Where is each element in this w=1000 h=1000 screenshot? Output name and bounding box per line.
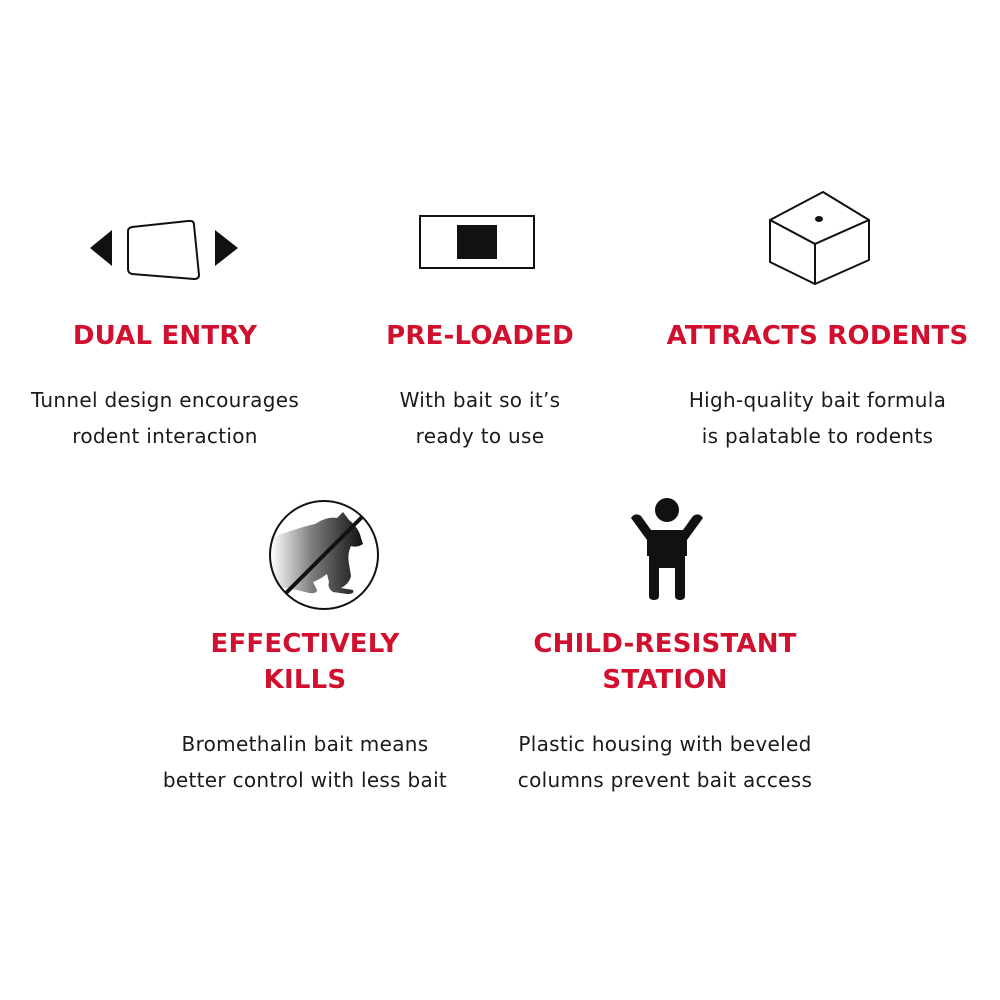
feature-description: High-quality bait formula is palatable to rodents: [688, 388, 947, 448]
feature-title: ATTRACTS RODENTS: [666, 321, 969, 351]
feature-title: DUAL ENTRY: [72, 321, 258, 351]
feature-title: PRE-LOADED: [386, 321, 574, 351]
no-rodent-icon: [267, 498, 381, 612]
child-icon: [629, 496, 705, 600]
feature-description: Tunnel design encourages rodent interaction: [30, 388, 300, 448]
dual-entry-tunnel-icon: [90, 215, 240, 280]
feature-title: EFFECTIVELY KILLS: [210, 629, 400, 695]
feature-attracts-rodents: [655, 180, 980, 460]
feature-title: CHILD-RESISTANT STATION: [533, 629, 797, 695]
feature-description: With bait so it’s ready to use: [399, 388, 561, 448]
feature-child-resistant: [495, 490, 835, 810]
feature-pre-loaded: [330, 200, 630, 460]
feature-effectively-kills: [145, 490, 465, 810]
bait-cube-icon: [765, 188, 873, 288]
feature-description: Plastic housing with beveled columns prevent bait access: [517, 732, 813, 792]
feature-dual-entry: [5, 200, 325, 460]
feature-description: Bromethalin bait means better control with less bait: [162, 732, 448, 792]
bait-block-icon: [418, 214, 536, 270]
